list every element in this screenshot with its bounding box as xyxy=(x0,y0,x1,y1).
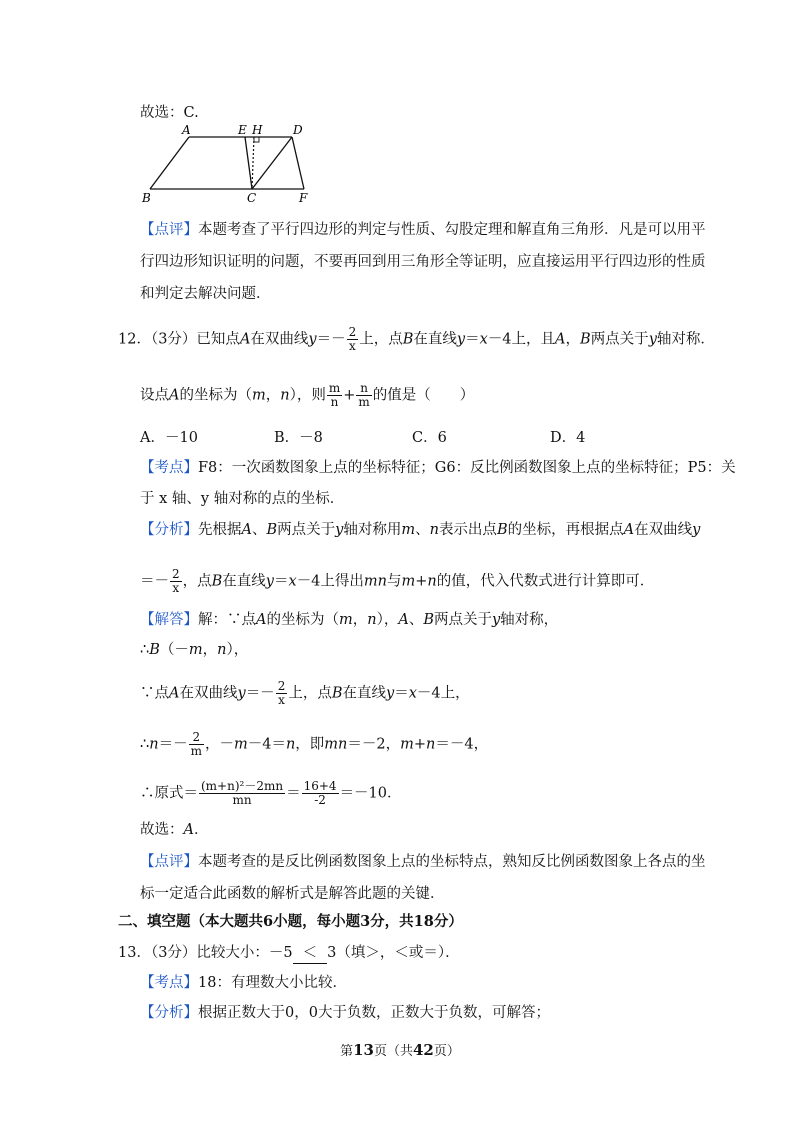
label-C: C xyxy=(247,191,257,204)
comment-tag: 【点评】 xyxy=(140,222,198,238)
q13-kaodian: 【考点】18：有理数大小比较． xyxy=(140,975,347,991)
q11-comment-line2: 行四边形知识证明的问题，不要再回到用三角形全等证明，应直接运用平行四边形的性质 xyxy=(140,254,706,270)
q11-comment-line3: 和判定去解决问题． xyxy=(140,286,271,302)
q12-option-d: D．4 xyxy=(550,430,586,446)
fraction-m-over-n: $\frac{m}{n}$ xyxy=(328,381,341,409)
fraction-2-over-x: $\frac{2}{x}$ xyxy=(348,325,357,353)
page-number: 13 xyxy=(353,1041,374,1059)
q12-fenxi-line1: 【分析】先根据A、B两点关于y轴对称用m、n表示出点B的坐标，再根据点A在双曲线y xyxy=(140,522,701,538)
fraction-n-over-m: $\frac{n}{m}$ xyxy=(358,381,370,409)
label-B: B xyxy=(142,191,151,204)
page-footer: 第13页（共42页） xyxy=(340,1041,460,1059)
q12-fenxi-line2: ＝－ $\frac{2}{x}$ ，点B在直线y＝x－4上得出mn与m+n的值，代入代数式进行计算即可． xyxy=(140,567,655,595)
q12-option-a: A．－10 xyxy=(140,430,198,446)
q12-option-b: B．－8 xyxy=(274,430,323,446)
q12-jieda-line3: ∵点A在双曲线y＝－ $\frac{2}{x}$ 上，点B在直线y＝x－4上， xyxy=(140,679,470,707)
q12-jieda-line1: 【解答】解：∵点A的坐标为（m，n），A、B两点关于y轴对称， xyxy=(140,612,559,628)
q12-comment-line2: 标一定适合此函数的解析式是解答此题的关键． xyxy=(140,886,445,902)
q12-jieda-line5: ∴原式＝ $\frac{\text{(m+n)²－2mn}}{mn}$ ＝ $\frac{16+4}{-2}$ ＝－10． xyxy=(140,779,402,807)
label-D: D xyxy=(293,123,303,137)
section-title: 二、填空题（本大题共6小题，每小题3分，共18分） xyxy=(118,913,463,930)
q13-fenxi: 【分析】根据正数大于0，0大于负数，正数大于负数，可解答； xyxy=(140,1005,550,1021)
q11-comment-line1: 【点评】本题考查了平行四边形的判定与性质、勾股定理和解直角三角形．凡是可以用平 xyxy=(140,222,706,238)
prev-answer: 故选：C. xyxy=(140,105,199,121)
q12-comment-line1: 【点评】本题考查的是反比例函数图象上点的坐标特点，熟知反比例函数图象上各点的坐 xyxy=(140,854,706,870)
q12-stem-line1: 12．（3分）已知点A在双曲线y＝－ $\frac{2}{x}$ 上，点B在直线y＝x－4上，且A，B两点关于y轴对称． xyxy=(118,325,715,353)
label-F: F xyxy=(299,191,308,204)
q13-stem: 13．（3分）比较大小：－5 ＜ 3（填＞，＜或＝）． xyxy=(118,943,460,964)
label-H: H xyxy=(252,123,263,137)
q12-kaodian-line1: 【考点】F8：一次函数图象上点的坐标特征；G6：反比例函数图象上点的坐标特征；P5：关 xyxy=(140,460,736,476)
label-E: E xyxy=(238,123,247,137)
page-total: 42 xyxy=(413,1041,434,1059)
q12-jieda-line2: ∴B（－m，n）， xyxy=(140,642,249,658)
parallelogram-figure xyxy=(138,122,318,204)
q12-jieda-line4: ∴n＝－ $\frac{2}{m}$ ，－m－4＝n，即mn＝－2，m+n＝－4， xyxy=(140,730,489,758)
q12-jieda-line6: 故选：A． xyxy=(140,822,209,838)
q13-answer-blank: ＜ xyxy=(293,943,328,964)
label-A: A xyxy=(182,123,191,137)
q12-stem-line2: 设点A的坐标为（m，n），则 $\frac{m}{n}$ + $\frac{n}{m}$ 的值是（ ） xyxy=(140,381,475,409)
q12-option-c: C．6 xyxy=(412,430,447,446)
q12-kaodian-line2: 于 x 轴、y 轴对称的点的坐标． xyxy=(140,491,345,507)
